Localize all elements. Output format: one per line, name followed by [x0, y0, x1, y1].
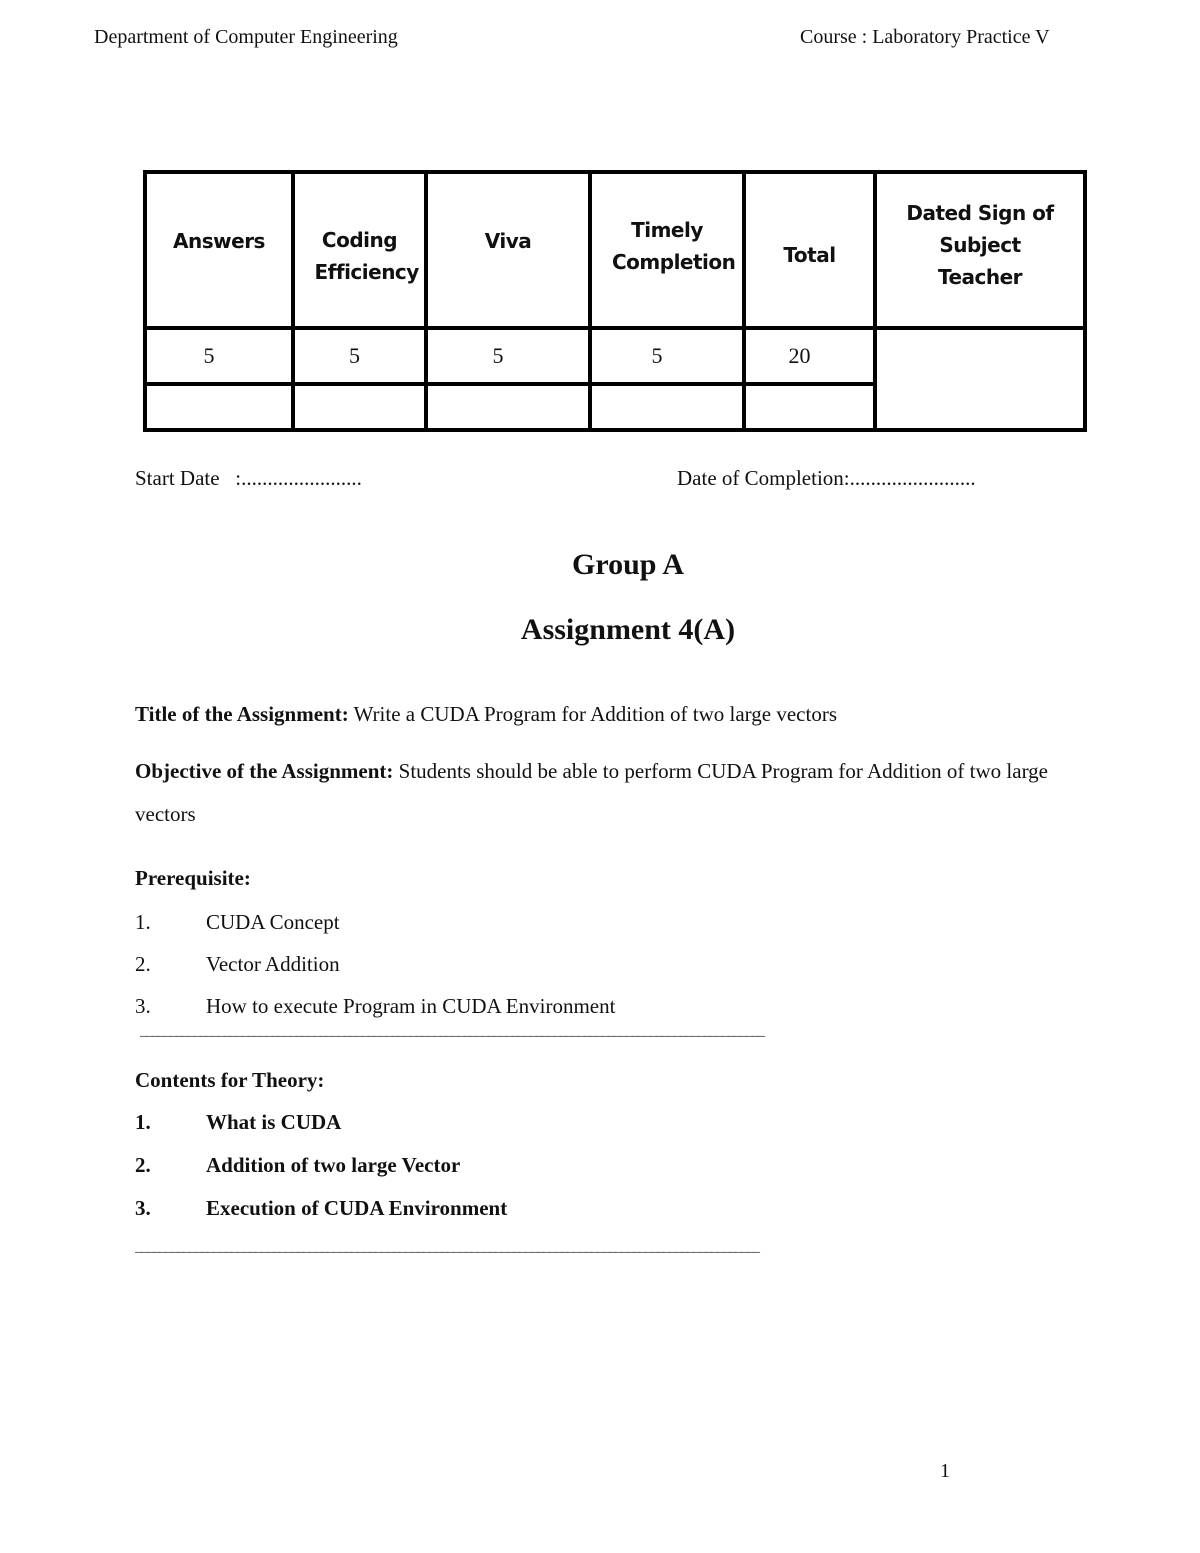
max-timely-completion: 5 [590, 328, 744, 384]
separator-line: ________________________________________________________________________________________________________ [135, 1240, 759, 1255]
prerequisite-number: 3. [135, 994, 151, 1018]
max-viva: 5 [426, 328, 590, 384]
header-total: Total [744, 172, 875, 328]
header-course: Course : Laboratory Practice V [800, 26, 1050, 48]
assignment-title-line [135, 693, 1095, 736]
prerequisite-number: 1. [135, 910, 151, 934]
theory-text: What is CUDA [206, 1110, 342, 1134]
prerequisite-text: Vector Addition [206, 952, 340, 976]
obtained-answers [145, 384, 293, 430]
completion-date: Date of Completion:........................ [677, 466, 976, 490]
separator-line: ________________________________________________________________________________________________________ [140, 1024, 764, 1039]
theory-text: Addition of two large Vector [206, 1153, 461, 1177]
obtained-viva [426, 384, 590, 430]
header-department: Department of Computer Engineering [94, 26, 398, 48]
prerequisite-number: 2. [135, 952, 151, 976]
max-coding-efficiency: 5 [293, 328, 426, 384]
max-total: 20 [744, 328, 875, 384]
sign-cell [875, 328, 1085, 430]
page-number: 1 [940, 1460, 950, 1482]
header-viva: Viva [426, 172, 590, 328]
theory-number: 2. [135, 1153, 151, 1177]
group-title: Group A [572, 548, 684, 581]
prerequisite-text: CUDA Concept [206, 910, 340, 934]
assignment-title: Assignment 4(A) [520, 613, 736, 646]
header-answers: Answers [145, 172, 293, 328]
objective-label: Objective of the Assignment: [135, 759, 394, 783]
title-text: Write a CUDA Program for Addition of two large vectors [348, 702, 837, 726]
marks-header-row [145, 172, 1085, 328]
prerequisite-text: How to execute Program in CUDA Environment [206, 994, 616, 1018]
obtained-total [744, 384, 875, 430]
title-label: Title of the Assignment: [135, 702, 349, 726]
obtained-timely-completion [590, 384, 744, 430]
objective-text: Students should be able to perform CUDA Program for Addition of two large vectors [135, 759, 1048, 826]
theory-number: 3. [135, 1196, 151, 1220]
prerequisite-heading: Prerequisite: [135, 866, 251, 890]
marks-table [143, 170, 1087, 432]
start-date: Start Date :....................... [135, 466, 362, 490]
header-dated-sign: Dated Sign of Subject Teacher [875, 172, 1085, 328]
theory-text: Execution of CUDA Environment [206, 1196, 508, 1220]
max-marks-row [145, 328, 1085, 384]
objective-paragraph [135, 750, 1095, 836]
obtained-coding-efficiency [293, 384, 426, 430]
theory-number: 1. [135, 1110, 151, 1134]
header-coding-efficiency: Coding Efficiency [293, 172, 426, 328]
max-answers: 5 [145, 328, 293, 384]
theory-heading: Contents for Theory: [135, 1068, 325, 1092]
header-timely-completion: Timely Completion [590, 172, 744, 328]
